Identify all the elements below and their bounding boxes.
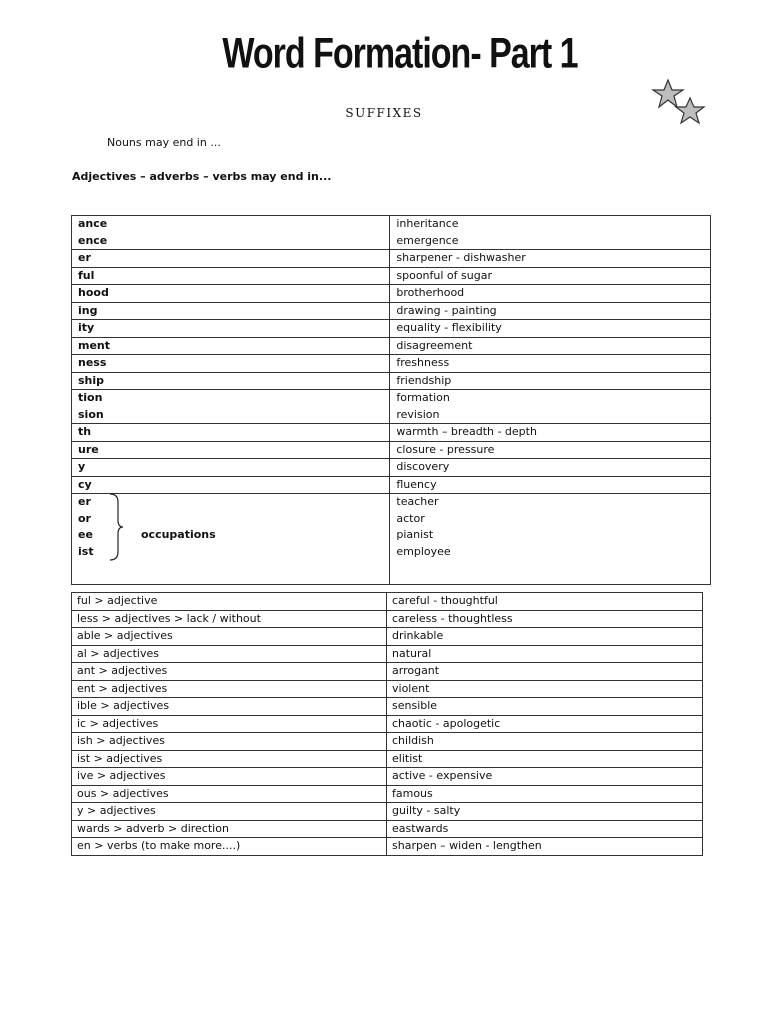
table-row bbox=[72, 233, 711, 250]
table-row bbox=[72, 267, 711, 285]
suffix-cell: ous > adjectives bbox=[72, 785, 387, 803]
suffix-cell: er bbox=[72, 250, 390, 268]
suffix-cell: or bbox=[72, 511, 390, 528]
table-row bbox=[72, 750, 703, 768]
example-cell: eastwards bbox=[387, 820, 703, 838]
suffix-text: er bbox=[78, 495, 91, 508]
table-row bbox=[72, 560, 711, 585]
table-row bbox=[72, 803, 703, 821]
example-cell: equality - flexibility bbox=[390, 320, 711, 338]
example-cell: disagreement bbox=[390, 337, 711, 355]
suffix-text: ee bbox=[78, 528, 93, 541]
nouns-suffix-table bbox=[71, 215, 711, 585]
suffix-cell: hood bbox=[72, 285, 390, 303]
stars-icon bbox=[650, 78, 710, 128]
table-row bbox=[72, 663, 703, 681]
example-cell: famous bbox=[387, 785, 703, 803]
example-cell: sensible bbox=[387, 698, 703, 716]
table-row bbox=[72, 390, 711, 407]
table-row bbox=[72, 733, 703, 751]
table-row bbox=[72, 527, 711, 544]
suffix-cell: less > adjectives > lack / without bbox=[72, 610, 387, 628]
example-cell: fluency bbox=[390, 476, 711, 494]
table-row bbox=[72, 820, 703, 838]
suffix-cell: ist > adjectives bbox=[72, 750, 387, 768]
table-row bbox=[72, 593, 703, 611]
example-cell: formation bbox=[390, 390, 711, 407]
suffix-cell: ant > adjectives bbox=[72, 663, 387, 681]
table-row bbox=[72, 494, 711, 511]
example-cell: friendship bbox=[390, 372, 711, 390]
example-cell: inheritance bbox=[396, 217, 459, 230]
example-cell: sharpen – widen - lengthen bbox=[387, 838, 703, 856]
suffix-cell bbox=[72, 494, 390, 511]
example-cell: teacher bbox=[390, 494, 711, 511]
table-row bbox=[72, 680, 703, 698]
example-cell: elitist bbox=[387, 750, 703, 768]
table-row bbox=[72, 302, 711, 320]
suffix-cell: y > adjectives bbox=[72, 803, 387, 821]
table-row bbox=[72, 511, 711, 528]
table-row bbox=[72, 441, 711, 459]
suffix-cell: ive > adjectives bbox=[72, 768, 387, 786]
example-cell: pianist bbox=[396, 528, 434, 541]
suffix-cell: ance bbox=[72, 216, 390, 233]
page-title: Word Formation- Part 1 bbox=[222, 30, 578, 78]
section-heading: SUFFIXES bbox=[345, 106, 423, 120]
example-cell: warmth – breadth - depth bbox=[390, 424, 711, 442]
suffix-cell: ic > adjectives bbox=[72, 715, 387, 733]
suffix-cell: y bbox=[72, 459, 390, 477]
table-row bbox=[72, 372, 711, 390]
suffix-cell: cy bbox=[72, 476, 390, 494]
example-cell: active - expensive bbox=[387, 768, 703, 786]
example-cell: guilty - salty bbox=[387, 803, 703, 821]
suffix-cell: sion bbox=[72, 407, 390, 424]
table-row bbox=[72, 250, 711, 268]
empty-cell bbox=[72, 560, 390, 585]
example-cell: brotherhood bbox=[390, 285, 711, 303]
example-cell: freshness bbox=[390, 355, 711, 373]
example-cell: violent bbox=[387, 680, 703, 698]
suffix-cell: ible > adjectives bbox=[72, 698, 387, 716]
suffix-cell: ure bbox=[72, 441, 390, 459]
empty-cell bbox=[390, 560, 711, 585]
occupations-group bbox=[78, 494, 91, 511]
suffix-cell: wards > adverb > direction bbox=[72, 820, 387, 838]
table-row bbox=[72, 628, 703, 646]
table-row bbox=[72, 785, 703, 803]
table-row bbox=[72, 715, 703, 733]
example-cell: careless - thoughtless bbox=[387, 610, 703, 628]
example-cell: employee bbox=[396, 544, 451, 558]
suffix-cell: ment bbox=[72, 337, 390, 355]
table-row bbox=[72, 320, 711, 338]
example-cell: childish bbox=[387, 733, 703, 751]
table-row bbox=[72, 424, 711, 442]
example-cell: arrogant bbox=[387, 663, 703, 681]
table-row bbox=[72, 476, 711, 494]
table-row bbox=[72, 610, 703, 628]
example-cell: drawing - painting bbox=[390, 302, 711, 320]
suffix-cell: ful > adjective bbox=[72, 593, 387, 611]
intro-adjectives: Adjectives – adverbs – verbs may end in... bbox=[72, 170, 332, 183]
suffix-cell: ish > adjectives bbox=[72, 733, 387, 751]
adjectives-suffix-table bbox=[71, 592, 703, 856]
table-row bbox=[72, 544, 711, 561]
table-row bbox=[72, 768, 703, 786]
suffix-cell: ness bbox=[72, 355, 390, 373]
table-row bbox=[72, 698, 703, 716]
suffix-cell: tion bbox=[72, 390, 390, 407]
example-cell: sharpener - dishwasher bbox=[390, 250, 711, 268]
intro-nouns: Nouns may end in ... bbox=[107, 136, 221, 149]
example-cell: discovery bbox=[390, 459, 711, 477]
suffix-cell: ence bbox=[72, 233, 390, 250]
suffix-cell: al > adjectives bbox=[72, 645, 387, 663]
table-row bbox=[72, 645, 703, 663]
table-row bbox=[72, 216, 711, 233]
example-cell: chaotic - apologetic bbox=[387, 715, 703, 733]
suffix-cell: th bbox=[72, 424, 390, 442]
suffix-cell: en > verbs (to make more....) bbox=[72, 838, 387, 856]
suffix-cell: ing bbox=[72, 302, 390, 320]
suffix-cell: ist bbox=[72, 544, 390, 561]
example-cell: closure - pressure bbox=[390, 441, 711, 459]
table-row bbox=[72, 459, 711, 477]
suffix-cell: ity bbox=[72, 320, 390, 338]
brace-icon bbox=[108, 492, 124, 562]
table-row bbox=[72, 285, 711, 303]
example-cell: spoonful of sugar bbox=[390, 267, 711, 285]
table-row bbox=[72, 407, 711, 424]
example-cell: revision bbox=[396, 407, 440, 421]
suffix-cell: ent > adjectives bbox=[72, 680, 387, 698]
example-cell: drinkable bbox=[387, 628, 703, 646]
suffix-cell: able > adjectives bbox=[72, 628, 387, 646]
table-row bbox=[72, 337, 711, 355]
suffix-cell: ful bbox=[72, 267, 390, 285]
example-cell: careful - thoughtful bbox=[387, 593, 703, 611]
example-cell: emergence bbox=[396, 233, 459, 247]
occupations-label-wrap bbox=[78, 527, 216, 544]
table-row bbox=[72, 838, 703, 856]
example-cell: actor bbox=[396, 511, 425, 525]
table-row bbox=[72, 355, 711, 373]
suffix-cell: ship bbox=[72, 372, 390, 390]
example-cell: natural bbox=[387, 645, 703, 663]
occupations-label: occupations bbox=[141, 528, 216, 541]
